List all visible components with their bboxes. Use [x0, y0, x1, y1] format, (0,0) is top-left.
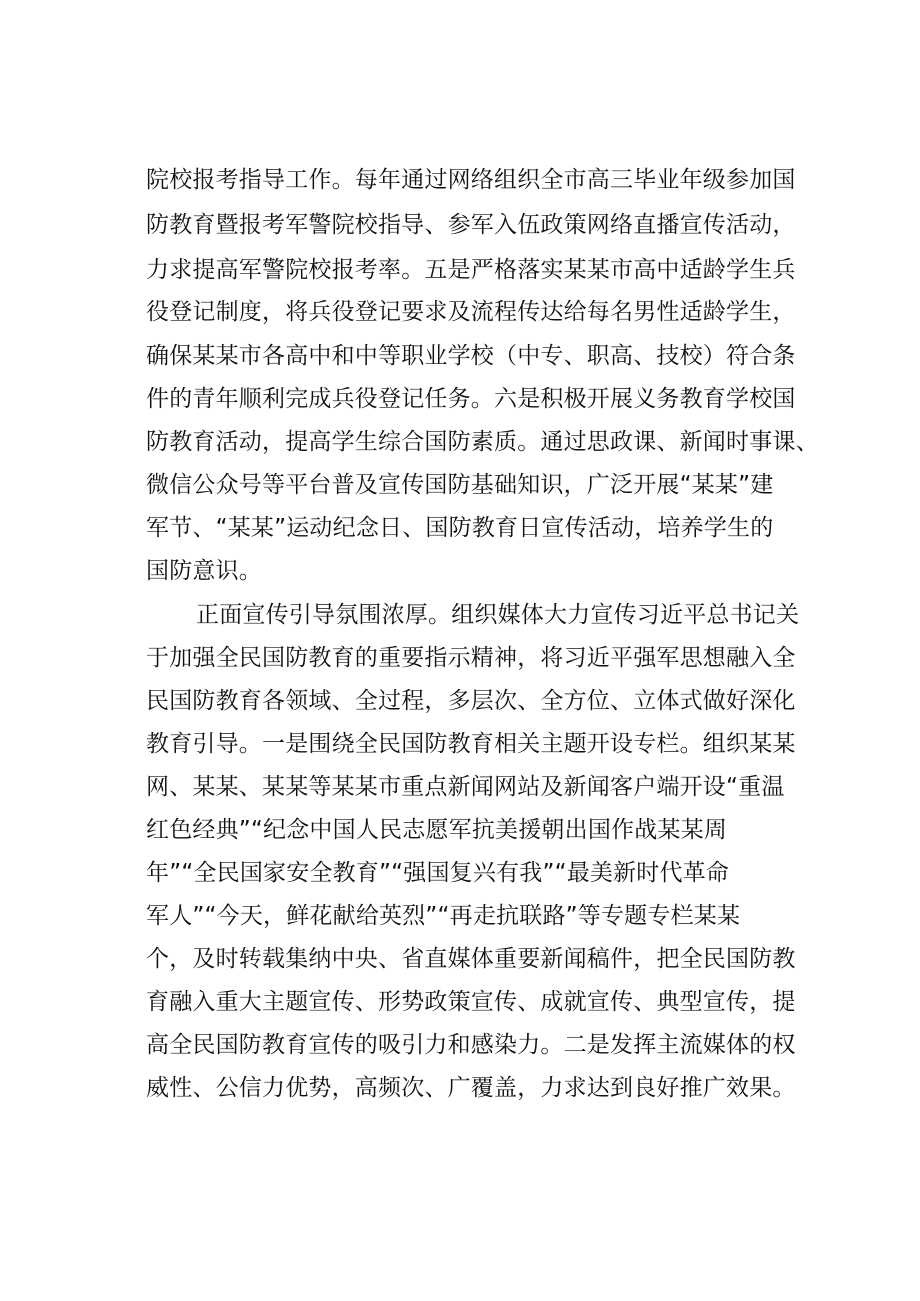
text-line: 民国防教育各领域、全过程，多层次、全方位、立体式做好深化 [146, 688, 796, 714]
text-line: 微信公众号等平台普及宣传国防基础知识，广泛开展“某某”建 [146, 472, 774, 498]
paragraph-first-line: 正面宣传引导氛围浓厚。组织媒体大力宣传习近平总书记关 [196, 602, 800, 628]
text-line: 军人”“今天，鲜花献给英烈”“再走抗联路”等专题专栏某某 [146, 903, 741, 929]
text-line: 高全民国防教育宣传的吸引力和感染力。二是发挥主流媒体的权 [146, 1032, 796, 1058]
text-line: 军节、“某某”运动纪念日、国防教育日宣传活动，培养学生的 [146, 515, 774, 541]
text-line: 院校报考指导工作。每年通过网络组织全市高三毕业年级参加国 [146, 167, 796, 193]
text-line: 防教育活动，提高学生综合国防素质。通过思政课、新闻时事课、 [146, 429, 819, 455]
text-line: 个，及时转载集纳中央、省直媒体重要新闻稿件，把全民国防教 [146, 946, 796, 972]
text-line: 教育引导。一是围绕全民国防教育相关主题开设专栏。组织某某 [146, 731, 796, 757]
text-line: 件的青年顺利完成兵役登记任务。六是积极开展义务教育学校国 [146, 386, 796, 412]
text-line: 年”“全民国家安全教育”“强国复兴有我”“最美新时代革命 [146, 860, 730, 886]
text-line: 于加强全民国防教育的重要指示精神，将习近平强军思想融入全 [146, 645, 796, 671]
text-line: 役登记制度，将兵役登记要求及流程传达给每名男性适龄学生， [146, 299, 796, 325]
text-line: 红色经典”“纪念中国人民志愿军抗美援朝出国作战某某周 [146, 817, 728, 843]
text-line: 力求提高军警院校报考率。五是严格落实某某市高中适龄学生兵 [146, 257, 796, 283]
text-line: 育融入重大主题宣传、形势政策宣传、成就宣传、典型宣传，提 [146, 989, 796, 1015]
text-line: 防教育暨报考军警院校指导、参军入伍政策网络直播宣传活动， [146, 212, 796, 238]
text-line: 确保某某市各高中和中等职业学校（中专、职高、技校）符合条 [146, 343, 796, 369]
text-line: 国防意识。 [146, 558, 262, 584]
text-line: 威性、公信力优势，高频次、广覆盖，力求达到良好推广效果。 [146, 1075, 796, 1101]
text-line: 网、某某、某某等某某市重点新闻网站及新闻客户端开设“重温 [146, 774, 785, 800]
